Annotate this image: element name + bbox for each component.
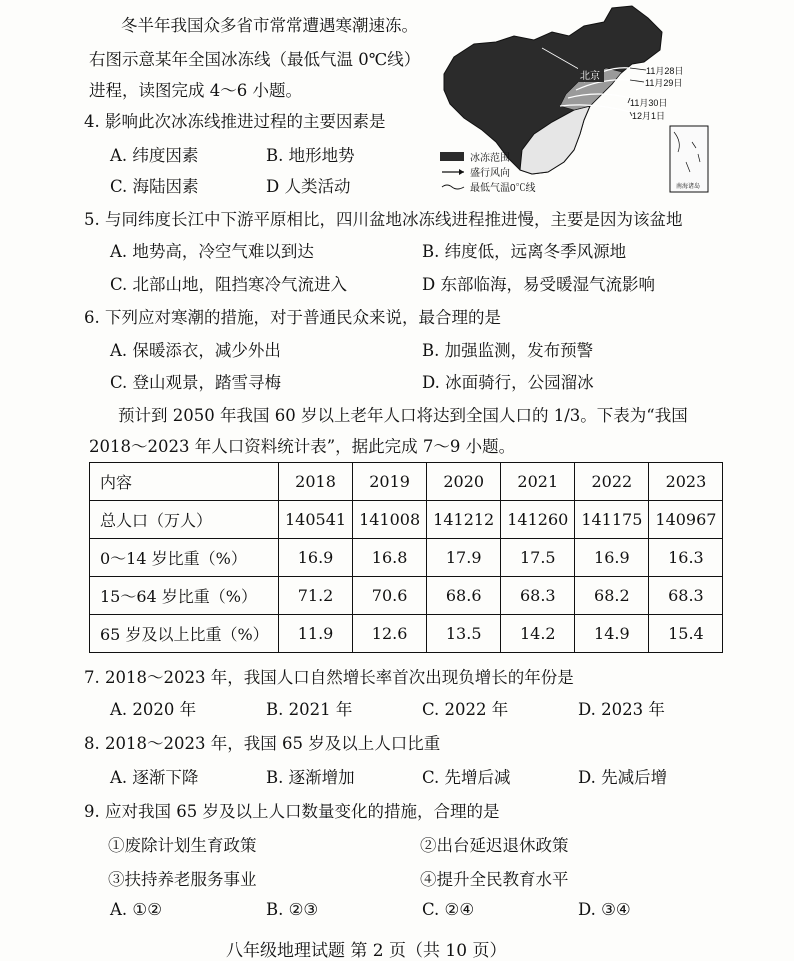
- table-cell: 140967: [649, 501, 723, 539]
- table-cell: 14.9: [575, 615, 649, 653]
- page-footer: 八年级地理试题 第 2 页（共 10 页）: [226, 941, 507, 961]
- table-cell: 68.3: [501, 577, 575, 615]
- q5-option-a: A. 地势高，冷空气难以到达: [110, 242, 314, 261]
- table-cell: 15～64 岁比重（%）: [90, 577, 279, 615]
- legend-zero-label: 最低气温0℃线: [470, 183, 536, 194]
- intro-line-3: 进程，读图完成 4～6 小题。: [89, 81, 302, 100]
- date-leader-2: [630, 80, 644, 82]
- q5-option-b: B. 纬度低，远离冬季风源地: [422, 242, 627, 261]
- q4-option-c: C. 海陆因素: [110, 177, 199, 196]
- table-cell: 总人口（万人）: [90, 501, 279, 539]
- china-freeze-line-map: [434, 2, 712, 198]
- legend-wind-arrowhead: [459, 169, 464, 175]
- q5-option-d: D 东部临海，易受暖湿气流影响: [422, 275, 655, 294]
- table-cell: 16.9: [575, 539, 649, 577]
- date-label-3: 11月30日: [630, 98, 668, 108]
- table-cell: 68.2: [575, 577, 649, 615]
- table-row: [90, 577, 723, 615]
- table-cell: 16.3: [649, 539, 723, 577]
- table-header-row: [90, 463, 723, 501]
- q8-option-c: C. 先增后减: [422, 768, 511, 787]
- table-header-cell: 2020: [427, 463, 501, 501]
- q9-option-c: C. ②④: [422, 900, 475, 919]
- q6-option-c: C. 登山观景，踏雪寻梅: [110, 373, 282, 392]
- table-header-cell: 2018: [279, 463, 353, 501]
- legend-ice-label: 冰冻范围: [470, 153, 510, 164]
- date-label-4: 12月1日: [632, 111, 666, 121]
- legend-ice-swatch: [440, 152, 464, 161]
- inset-label: 南海诸岛: [676, 184, 701, 190]
- table-header-cell: 2019: [353, 463, 427, 501]
- q5-stem: 5. 与同纬度长江中下游平原相比，四川盆地冰冻线进程推进慢，主要是因为该盆地: [84, 210, 683, 229]
- q7-option-b: B. 2021 年: [266, 700, 353, 719]
- q9-statement-2: ②出台延迟退休政策: [420, 836, 569, 855]
- q7-option-c: C. 2022 年: [422, 700, 509, 719]
- table-cell: 141260: [501, 501, 575, 539]
- table-row: [90, 615, 723, 653]
- q6-option-b: B. 加强监测，发布预警: [422, 341, 594, 360]
- q9-statement-1: ①废除计划生育政策: [108, 836, 257, 855]
- table-cell: 11.9: [279, 615, 353, 653]
- q9-option-d: D. ③④: [578, 900, 631, 919]
- table-cell: 71.2: [279, 577, 353, 615]
- table-row: [90, 501, 723, 539]
- q6-option-d: D. 冰面骑行，公园溜冰: [422, 373, 594, 392]
- q8-option-d: D. 先减后增: [578, 768, 668, 787]
- intro-line-2: 右图示意某年全国冰冻线（最低气温 0℃线）: [89, 50, 421, 69]
- intro2-line-2: 2018～2023 年人口资料统计表”，据此完成 7～9 小题。: [89, 437, 516, 456]
- q8-option-a: A. 逐渐下降: [110, 768, 199, 787]
- table-header-cell: 2021: [501, 463, 575, 501]
- table-cell: 141175: [575, 501, 649, 539]
- table-cell: 70.6: [353, 577, 427, 615]
- date-label-1: 11月28日: [646, 66, 684, 76]
- legend-wind-label: 盛行风向: [470, 168, 510, 179]
- table-cell: 13.5: [427, 615, 501, 653]
- table-row: [90, 539, 723, 577]
- beijing-label: 北京: [580, 71, 600, 82]
- table-cell: 16.8: [353, 539, 427, 577]
- table-header-cell: 2023: [649, 463, 723, 501]
- table-header-cell: 2022: [575, 463, 649, 501]
- intro-line-1: 冬半年我国众多省市常常遭遇寒潮速冻。: [121, 16, 418, 35]
- table-cell: 68.6: [427, 577, 501, 615]
- q9-statement-3: ③扶持养老服务事业: [108, 870, 257, 889]
- table-cell: 16.9: [279, 539, 353, 577]
- table-cell: 15.4: [649, 615, 723, 653]
- q4-stem: 4. 影响此次冰冻线推进过程的主要因素是: [84, 112, 386, 131]
- table-cell: 17.5: [501, 539, 575, 577]
- table-cell: 65 岁及以上比重（%）: [90, 615, 279, 653]
- legend-zero-line: [442, 185, 464, 189]
- q8-option-b: B. 逐渐增加: [266, 768, 355, 787]
- table-cell: 68.3: [649, 577, 723, 615]
- date-label-2: 11月29日: [645, 78, 683, 88]
- q8-stem: 8. 2018～2023 年，我国 65 岁及以上人口比重: [84, 734, 441, 753]
- table-cell: 141008: [353, 501, 427, 539]
- q9-option-a: A. ①②: [110, 900, 162, 919]
- q4-option-a: A. 纬度因素: [110, 146, 199, 165]
- intro2-line-1: 预计到 2050 年我国 60 岁以上老年人口将达到全国人口的 1/3。下表为“我国: [118, 406, 688, 425]
- q7-stem: 7. 2018～2023 年，我国人口自然增长率首次出现负增长的年份是: [84, 668, 574, 687]
- q9-statement-4: ④提升全民教育水平: [420, 870, 569, 889]
- q6-option-a: A. 保暖添衣，减少外出: [110, 341, 281, 360]
- table-cell: 17.9: [427, 539, 501, 577]
- south-sea-inset: [670, 126, 708, 192]
- date-leader-1: [630, 68, 646, 70]
- q4-option-d: D 人类活动: [266, 177, 351, 196]
- table-cell: 140541: [279, 501, 353, 539]
- q5-option-c: C. 北部山地，阻挡寒冷气流进入: [110, 275, 348, 294]
- q7-option-d: D. 2023 年: [578, 700, 665, 719]
- q7-option-a: A. 2020 年: [110, 700, 197, 719]
- table-cell: 12.6: [353, 615, 427, 653]
- table-cell: 141212: [427, 501, 501, 539]
- table-cell: 14.2: [501, 615, 575, 653]
- q6-stem: 6. 下列应对寒潮的措施，对于普通民众来说，最合理的是: [84, 308, 501, 327]
- population-stats-table: [89, 462, 723, 653]
- table-header-cell: 内容: [90, 463, 279, 501]
- q9-option-b: B. ②③: [266, 900, 319, 919]
- q4-option-b: B. 地形地势: [266, 146, 355, 165]
- q9-stem: 9. 应对我国 65 岁及以上人口数量变化的措施，合理的是: [84, 802, 500, 821]
- table-cell: 0～14 岁比重（%）: [90, 539, 279, 577]
